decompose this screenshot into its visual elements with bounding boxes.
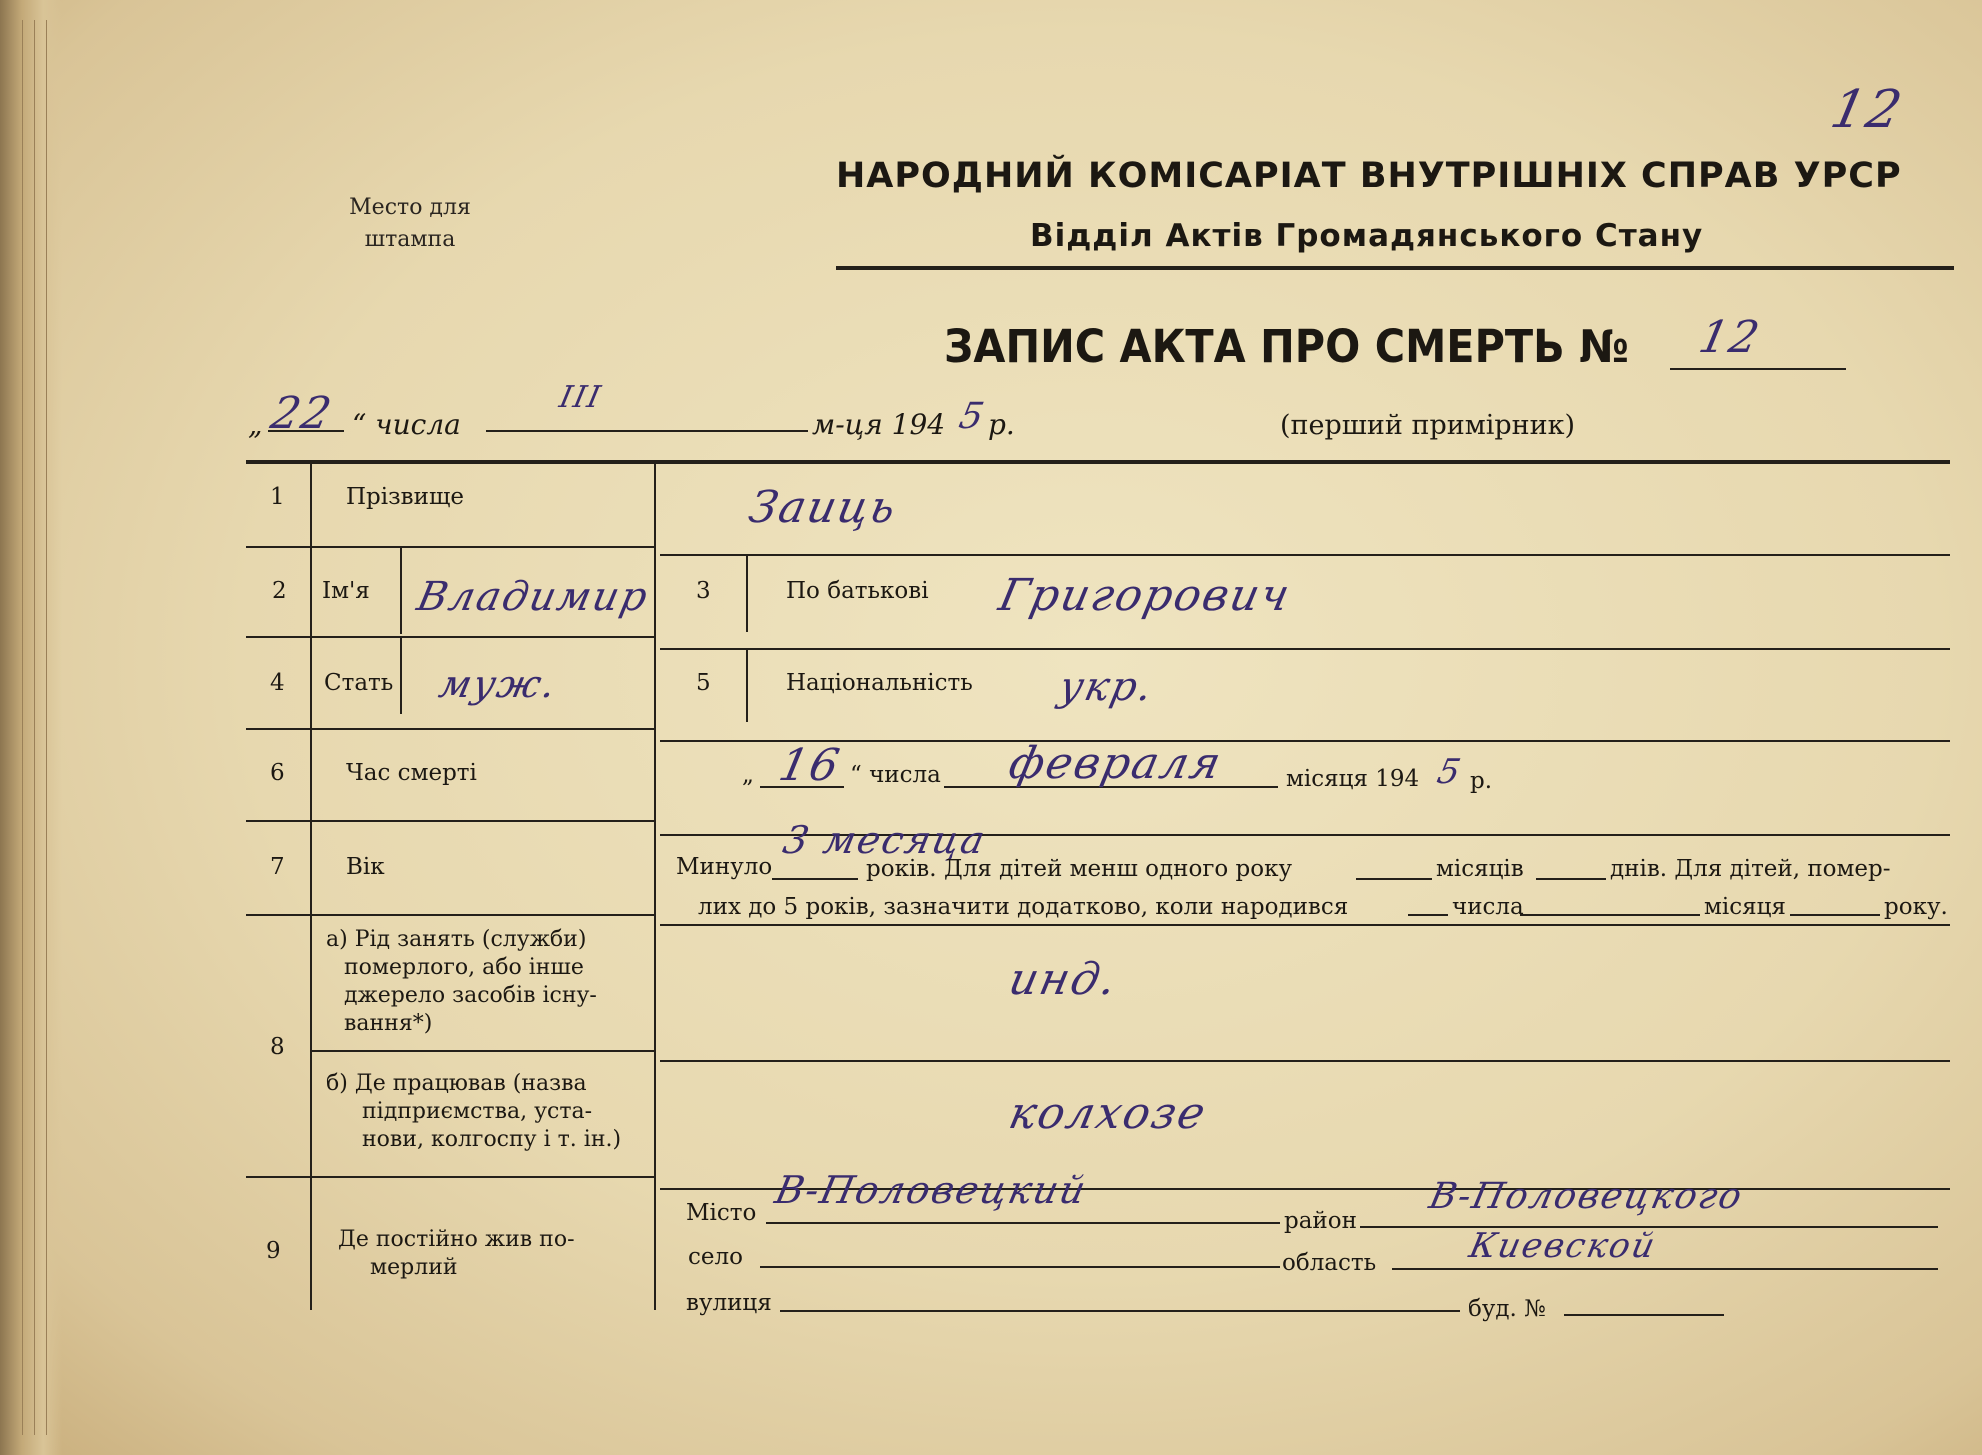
cell-divider	[400, 638, 402, 714]
row-divider	[310, 1050, 654, 1052]
birth-day-label: числа	[1452, 894, 1524, 920]
region-value: Киевской	[1465, 1226, 1661, 1266]
death-day-open-quote: „	[742, 762, 754, 788]
table-vline	[654, 462, 656, 1310]
department-heading: Відділ Актів Громадянського Стану	[1030, 218, 1704, 254]
paper-edge	[0, 0, 62, 1455]
region-label: область	[1282, 1250, 1377, 1276]
birth-month-line	[1520, 914, 1700, 916]
row-divider	[246, 728, 654, 730]
city-value: В-Половецкий	[771, 1168, 1092, 1212]
district-value: В-Половецкого	[1425, 1176, 1748, 1217]
birth-month-label: місяця	[1704, 894, 1786, 920]
ministry-heading: НАРОДНИЙ КОМІСАРІАТ ВНУТРІШНІХ СПРАВ УРСР	[836, 156, 1902, 196]
workplace-label-line: б) Де працював (назва	[326, 1071, 587, 1096]
age-days-label: днів. Для дітей, помер-	[1610, 856, 1891, 882]
sex-label: Стать	[324, 670, 394, 696]
house-number-line	[1564, 1314, 1724, 1316]
death-year-suffix: р.	[1470, 768, 1493, 794]
residence-label	[338, 1226, 575, 1282]
age-infant-note: Для дітей менш одного року	[944, 856, 1293, 882]
table-vline	[310, 462, 312, 1310]
row-number: 1	[270, 484, 285, 510]
copy-note: (перший примірник)	[1280, 410, 1576, 441]
time-of-death-label: Час смерті	[346, 760, 477, 786]
row-number: 5	[696, 670, 711, 696]
birth-year-line	[1790, 914, 1880, 916]
row-number: 8	[270, 1034, 285, 1060]
age-months-line	[1356, 878, 1432, 880]
row-number: 2	[272, 578, 287, 604]
row-number: 9	[266, 1238, 281, 1264]
corner-number: 12	[1825, 80, 1909, 140]
header-rule	[836, 266, 1954, 270]
record-number-line	[1670, 368, 1846, 370]
workplace-value: колхозе	[1004, 1088, 1212, 1139]
age-days-line	[1536, 878, 1606, 880]
city-label: Місто	[686, 1200, 757, 1226]
row-divider	[660, 554, 1950, 556]
row-divider	[246, 636, 654, 638]
row-divider	[660, 740, 1950, 742]
death-year-digit: 5	[1433, 752, 1466, 792]
death-month: февраля	[1004, 738, 1228, 789]
workplace-label-line: нови, колгоспу і т. ін.)	[362, 1127, 622, 1152]
nationality-value: укр.	[1055, 664, 1159, 710]
row-number: 7	[270, 854, 285, 880]
age-passed-label: Минуло	[676, 854, 773, 880]
house-number-label: буд. №	[1468, 1296, 1546, 1322]
stamp-place-label	[300, 192, 520, 256]
age-label: Вік	[346, 854, 385, 880]
city-line	[766, 1222, 1280, 1224]
row-number: 4	[270, 670, 285, 696]
death-day-label: “ числа	[850, 762, 941, 788]
stamp-place-line: штампа	[364, 227, 456, 252]
row-number: 6	[270, 760, 285, 786]
row-divider	[246, 914, 654, 916]
date-month: ІІІ	[556, 380, 606, 415]
occupation-label-line: вання*)	[344, 1011, 433, 1036]
date-month-line	[486, 430, 808, 432]
workplace-label-line: підприємства, уста-	[362, 1099, 593, 1124]
form-title: ЗАПИС АКТА ПРО СМЕРТЬ №	[944, 320, 1629, 373]
cell-divider	[746, 556, 748, 632]
age-months-label: місяців	[1436, 856, 1524, 882]
date-year-suffix: р.	[988, 408, 1015, 441]
date-open-quote: „	[248, 408, 263, 441]
record-number: 12	[1694, 312, 1766, 363]
date-day: 22	[266, 388, 338, 439]
row-number: 3	[696, 578, 711, 604]
death-day: 16	[774, 740, 846, 791]
page-edge-line	[46, 20, 47, 1435]
row-divider	[660, 924, 1950, 926]
row-divider	[246, 546, 654, 548]
patronymic-value: Григорович	[994, 570, 1296, 621]
district-label: район	[1284, 1208, 1357, 1234]
date-year-label: м-ця 194	[812, 408, 946, 441]
death-year-label: місяця 194	[1286, 766, 1420, 792]
occupation-label-line: джерело засобів існу-	[344, 983, 597, 1008]
occupation-label-line: а) Рід занять (служби)	[326, 927, 587, 952]
first-name-label: Ім'я	[322, 578, 370, 604]
cell-divider	[400, 548, 402, 634]
cell-divider	[746, 650, 748, 722]
street-label: вулиця	[686, 1290, 772, 1316]
date-day-label: “ числа	[352, 408, 461, 441]
age-value: 3 месяца	[779, 818, 991, 862]
residence-label-line: Де постійно жив по-	[338, 1227, 575, 1252]
age-years-label: років.	[866, 856, 937, 882]
surname-label: Прізвище	[346, 484, 464, 510]
page-edge-line	[22, 20, 23, 1435]
age-years-line	[772, 878, 858, 880]
row-divider	[660, 648, 1950, 650]
row-divider	[660, 1060, 1950, 1062]
residence-label-line: мерлий	[370, 1255, 458, 1280]
birth-day-line	[1408, 914, 1448, 916]
sex-value: муж.	[435, 662, 562, 706]
first-name-value: Владимир	[413, 574, 654, 620]
row-divider	[246, 820, 654, 822]
table-top-rule	[246, 460, 1950, 464]
surname-value: Заиць	[744, 482, 903, 533]
occupation-label-line: померлого, або інше	[344, 955, 584, 980]
village-label: село	[688, 1244, 743, 1270]
nationality-label: Національність	[786, 670, 973, 696]
stamp-place-line: Место для	[349, 195, 471, 220]
birth-year-label: року.	[1884, 894, 1948, 920]
street-line	[780, 1310, 1460, 1312]
row-divider	[246, 1176, 654, 1178]
patronymic-label: По батькові	[786, 578, 929, 604]
region-line	[1392, 1268, 1938, 1270]
village-line	[760, 1266, 1280, 1268]
occupation-value: инд.	[1004, 954, 1123, 1005]
age-child-note: лих до 5 років, зазначити додатково, коли народився	[698, 894, 1349, 920]
page-edge-line	[34, 20, 35, 1435]
workplace-label	[326, 1070, 621, 1154]
date-year-digit: 5	[955, 396, 990, 437]
occupation-label	[326, 926, 597, 1038]
